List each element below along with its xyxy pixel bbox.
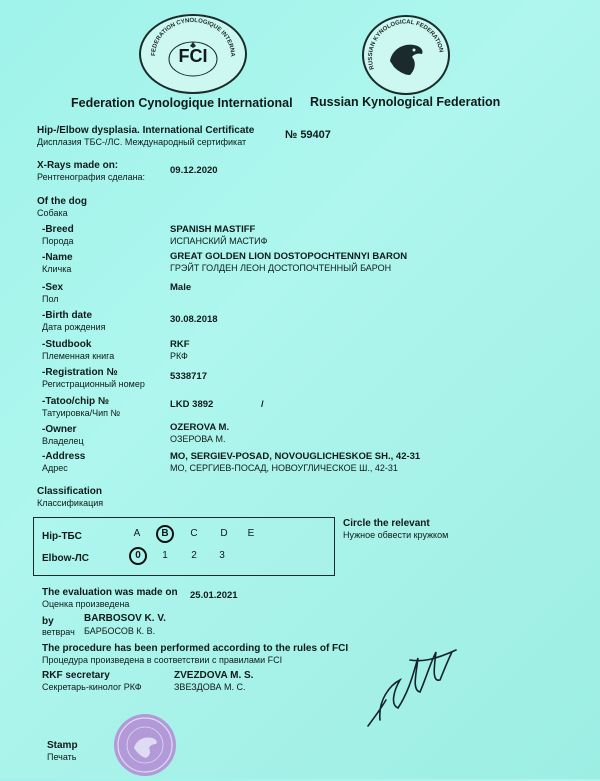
vet-name-en: BARBOSOV K. V. — [84, 613, 166, 624]
hip-grade-a: A — [133, 528, 141, 539]
name-value: GREAT GOLDEN LION DOSTOPOCHTENNYI BARON — [170, 251, 408, 262]
owner-value: OZEROVA M. — [170, 422, 230, 433]
elbow-grade-3: 3 — [219, 550, 225, 561]
name-value-ru: ГРЭЙТ ГОЛДЕН ЛЕОН ДОСТОПОЧТЕННЫЙ БАРОН — [170, 263, 392, 273]
rkf-stamp — [114, 714, 176, 776]
classification-label-ru: Классификация — [37, 498, 104, 508]
address-label-ru: Адрес — [42, 463, 68, 473]
name-label-ru: Кличка — [42, 264, 72, 274]
dog-head-icon — [390, 45, 423, 75]
sex-value: Male — [170, 282, 192, 293]
studbook-label-en: -Studbook — [42, 339, 92, 350]
registration-label-ru: Регистрационный номер — [42, 379, 145, 389]
chip-value: LKD 3892 — [170, 399, 214, 410]
breed-value-ru: ИСПАНСКИЙ МАСТИФ — [170, 236, 268, 246]
xray-value: 09.12.2020 — [170, 165, 218, 176]
fci-logo-center: FCI — [178, 46, 208, 66]
secretary-label-ru: Секретарь-кинолог РКФ — [42, 682, 142, 692]
breed-value: SPANISH MASTIFF — [170, 224, 256, 235]
breed-label-en: -Breed — [42, 224, 74, 235]
owner-value-ru: ОЗЕРОВА М. — [170, 434, 226, 444]
address-value-ru: МО, СЕРГИЕВ-ПОСАД, НОВОУГЛИЧЕСКОЕ Ш., 42-31 — [170, 463, 398, 473]
vet-label-en: by — [42, 616, 54, 627]
owner-label-ru: Владелец — [42, 436, 84, 446]
circle-note-en: Circle the relevant — [343, 518, 430, 529]
classification-label-en: Classification — [37, 486, 103, 497]
signature — [360, 630, 470, 730]
secretary-label-en: RKF secretary — [42, 670, 110, 681]
name-label-en: -Name — [42, 252, 73, 263]
hip-grade-e: E — [247, 528, 255, 539]
secretary-name-ru: ЗВЕЗДОВА М. С. — [174, 682, 246, 692]
hip-grade-b: B — [156, 525, 174, 543]
evaluation-label-ru: Оценка произведена — [42, 599, 130, 609]
birth-date-value: 30.08.2018 — [170, 314, 218, 325]
sex-label-en: -Sex — [42, 282, 64, 293]
dog-section-ru: Собака — [37, 208, 68, 218]
certificate-number: № 59407 — [285, 129, 331, 141]
hip-grade-c: C — [190, 528, 198, 539]
elbow-label: Elbow-ЛС — [42, 553, 90, 564]
studbook-value-ru: РКФ — [170, 351, 188, 361]
procedure-ru: Процедура произведена в соответствии с правилами FCI — [42, 655, 283, 665]
registration-label-en: -Registration № — [42, 367, 118, 378]
birth-date-label-en: -Birth date — [42, 310, 92, 321]
registration-value: 5338717 — [170, 371, 207, 382]
xray-label-en: X-Rays made on: — [37, 160, 119, 171]
hip-grade-d: D — [220, 528, 228, 539]
chip-slash: / — [261, 399, 264, 410]
procedure-en: The procedure has been performed according to the rules of FCI — [42, 643, 349, 654]
rkf-logo — [362, 15, 450, 95]
xray-label-ru: Рентгенография сделана: — [37, 172, 146, 182]
evaluation-label-en: The evaluation was made on — [42, 587, 178, 598]
birth-date-label-ru: Дата рождения — [42, 322, 106, 332]
rkf-logo-ring-text: RUSSIAN KYNOLOGICAL FEDERATION — [367, 19, 444, 71]
elbow-grade-0: 0 — [129, 547, 147, 565]
elbow-grade-1: 1 — [162, 550, 168, 561]
chip-label-ru: Татуировка/Чип № — [42, 408, 121, 418]
certificate-title-en: Hip-/Elbow dysplasia. International Certificate — [37, 125, 255, 136]
fci-org-name: Federation Cynologique International — [71, 96, 293, 110]
elbow-grade-2: 2 — [191, 550, 197, 561]
address-value: MO, SERGIEV-POSAD, NOVOUGLICHESKOE SH., 42-31 — [170, 451, 421, 462]
hip-label: Hip-ТБС — [42, 531, 82, 542]
stamp-label-ru: Печать — [47, 752, 77, 762]
address-label-en: -Address — [42, 451, 86, 462]
evaluation-value: 25.01.2021 — [190, 590, 238, 601]
vet-name-ru: БАРБОСОВ К. В. — [84, 626, 156, 636]
fci-logo — [139, 14, 247, 94]
breed-label-ru: Порода — [42, 236, 74, 246]
chip-label-en: -Tatoo/chip № — [42, 396, 110, 407]
studbook-value: RKF — [170, 339, 190, 350]
vet-label-ru: ветврач — [42, 627, 75, 637]
certificate-title-ru: Дисплазия ТБС-/ЛС. Международный сертификат — [37, 137, 247, 147]
rkf-org-name: Russian Kynological Federation — [310, 95, 501, 109]
secretary-name-en: ZVEZDOVA M. S. — [174, 670, 254, 681]
fci-logo-ring-text: FEDERATION CYNOLOGIQUE INTERNA — [150, 17, 236, 57]
owner-label-en: -Owner — [42, 424, 77, 435]
stamp-label-en: Stamp — [47, 740, 78, 751]
circle-note-ru: Нужное обвести кружком — [343, 530, 449, 540]
studbook-label-ru: Племенная книга — [42, 351, 115, 361]
dog-section-en: Of the dog — [37, 196, 87, 207]
sex-label-ru: Пол — [42, 294, 59, 304]
classification-box — [33, 517, 335, 576]
